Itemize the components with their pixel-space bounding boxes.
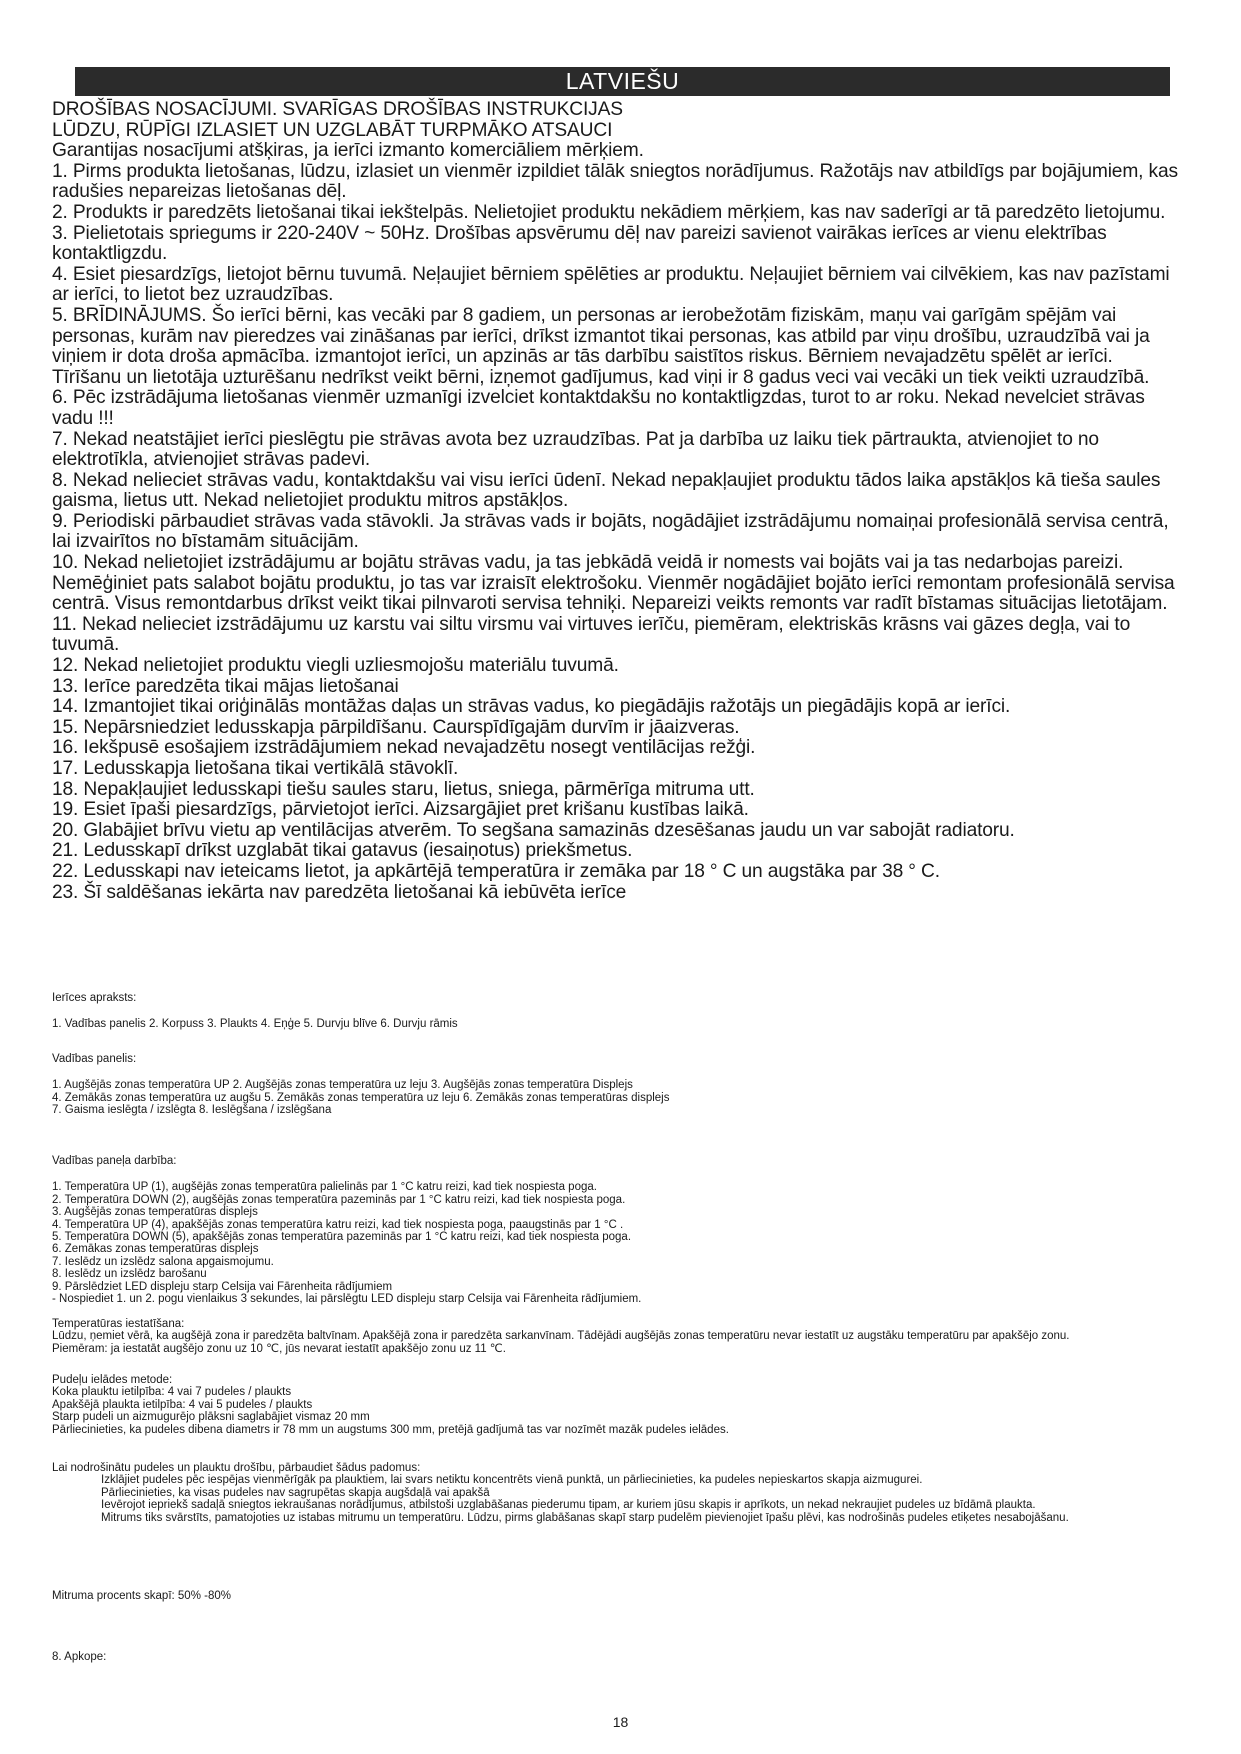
control-panel-title: Vadības panelis: xyxy=(52,1053,137,1065)
safety-item: 9. Periodiski pārbaudiet strāvas vada stāvokli. Ja strāvas vads ir bojāts, nogādājiet izstrādājumu nomaiņai profesionālā servisa centrā, lai izvairītos no bīstamām situācijām. xyxy=(52,510,1169,553)
language-header: LATVIEŠU xyxy=(75,67,1170,96)
temperature-setting-section xyxy=(52,1318,1202,1355)
safety-item: 3. Pielietotais spriegums ir 220-240V ~ 50Hz. Drošības apsvērumu dēļ nav pareizi savienot vairākas ierīces ar vienu elektrības kontaktligzdu. xyxy=(52,222,1107,265)
bottle-loading-section xyxy=(52,1374,1202,1436)
safety-item: 21. Ledusskapī drīkst uzglabāt tikai gatavus (iesaiņotus) priekšmetus. xyxy=(52,840,633,862)
operation-line: 2. Temperatūra DOWN (2), augšējās zonas temperatūra pazeminās par 1 °C katru reizi, kad tiek nospiesta poga. xyxy=(52,1193,626,1206)
safety-item: 2. Produkts ir paredzēts lietošanai tikai iekštelpās. Nelietojiet produktu nekādiem mērķiem, kas nav saderīgi ar tā paredzēto lietojumu. xyxy=(52,201,1166,223)
bottle-loading-title: Pudeļu ielādes metode: xyxy=(52,1374,173,1386)
page-number: 18 xyxy=(612,1714,629,1730)
bottle-loading-line: Starp pudeli un aizmugurējo plāksni saglabājiet vismaz 20 mm xyxy=(52,1411,370,1424)
shelf-safety-line: Mitrums tiks svārstīts, pamatojoties uz istabas mitrumu un temperatūru. Lūdzu, pirms glabāšanas skapī starp pudelēm pievienojiet īpašu plēvi, kas nodrošinās pudeles etiķetes nesabojāšanu. xyxy=(101,1511,1069,1524)
operation-line: 6. Zemākas zonas temperatūras displejs xyxy=(52,1243,259,1256)
description-title: Ierīces apraksts: xyxy=(52,992,137,1004)
safety-item: 22. Ledusskapi nav ieteicams lietot, ja apkārtējā temperatūra ir zemāka par 18 ° C un augstāka par 38 ° C. xyxy=(52,860,940,882)
operation-line: 4. Temperatūra UP (4), apakšējās zonas temperatūra katru reizi, kad tiek nospiesta poga, paaugstinās par 1 °C . xyxy=(52,1218,624,1231)
operation-line: - Nospiediet 1. un 2. pogu vienlaikus 3 sekundes, lai pārslēgtu LED displeju starp Celsija vai Fārenheita rādījumiem. xyxy=(52,1293,642,1306)
shelf-safety-intro: Lai nodrošinātu pudeles un plauktu drošību, pārbaudiet šādus padomus: xyxy=(52,1462,421,1474)
shelf-safety-line: Izklājiet pudeles pēc iespējas vienmērīgāk pa plauktiem, lai svars netiktu koncentrēts vienā punktā, un pārliecinieties, ka pudeles nepieskartos skapja aizmugurei. xyxy=(101,1474,923,1487)
safety-item: 13. Ierīce paredzēta tikai mājas lietošanai xyxy=(52,675,399,697)
safety-item: 11. Nekad nelieciet izstrādājumu uz karstu vai siltu virsmu vai virtuves ierīču, piemēram, elektriskās krāsns vai gāzes degļa, vai to tuvumā. xyxy=(52,613,1131,656)
operation-line: 8. Ieslēdz un izslēdz barošanu xyxy=(52,1268,207,1281)
safety-item: 14. Izmantojiet tikai oriģinālās montāžas daļas un strāvas vadus, ko piegādājis ražotājs un piegādājis kopā ar ierīci. xyxy=(52,696,1011,718)
device-description xyxy=(52,992,1202,1031)
safety-item: 7. Nekad neatstājiet ierīci pieslēgtu pie strāvas avota bez uzraudzības. Pat ja darbība uz laiku tiek pārtraukta, atvienojiet to no elektrotīkla, atvienojiet strāvas padevi. xyxy=(52,428,1099,471)
control-panel-line: 4. Zemākās zonas temperatūra uz augšu 5. Zemākās zonas temperatūra uz leju 6. Zemākās zonas temperatūras displejs xyxy=(52,1091,670,1104)
safety-item: 1. Pirms produkta lietošanas, lūdzu, izlasiet un vienmēr izpildiet tālāk sniegtos norādījumus. Ražotājs nav atbildīgs par bojājumiem, kas radušies nepareizas lietošanas dēļ. xyxy=(52,160,1178,203)
operation-line: 9. Pārslēdziet LED displeju starp Celsija vai Fārenheita rādījumiem xyxy=(52,1280,393,1293)
operation-title: Vadības paneļa darbība: xyxy=(52,1155,177,1167)
operation-line: 1. Temperatūra UP (1), augšējās zonas temperatūra palielinās par 1 °C katru reizi, kad tiek nospiesta poga. xyxy=(52,1181,597,1194)
control-panel-section xyxy=(52,1053,1202,1117)
humidity-note: Mitruma procents skapī: 50% -80% xyxy=(52,1590,231,1602)
shelf-safety-line: Ievērojot iepriekš sadaļā sniegtos iekraušanas norādījumus, atbilstoši uzglabāšanas piederumu tipam, ar kuriem jūsu skapis ir aprīkots, un nekad nekraujiet pudeles uz bīdāmā plaukta. xyxy=(101,1499,1036,1512)
temperature-setting-line: Piemēram: ja iestatāt augšējo zonu uz 10 ℃, jūs nevarat iestatīt apakšējo zonu uz 11 ℃. xyxy=(52,1342,506,1355)
safety-item: 10. Nekad nelietojiet izstrādājumu ar bojātu strāvas vadu, ja tas jebkādā veidā ir nomests vai bojāts vai ja tas nedarbojas pareizi. Nemēģiniet pats salabot bojātu produktu, jo tas var izraisīt elektrošoku. Vienmēr nogādājiet bojāto ierīci remontam profesionālā servisa centrā. Visus remontdarbus drīkst veikt tikai pilnvaroti servisa tehniķi. Nepareizi veikts remonts var radīt bīstamas situācijas lietotājam. xyxy=(52,552,1175,615)
safety-item: 23. Šī saldēšanas iekārta nav paredzēta lietošanai kā iebūvēta ierīce xyxy=(52,881,627,903)
warranty-note: Garantijas nosacījumi atšķiras, ja ierīci izmanto komerciāliem mērķiem. xyxy=(52,140,644,162)
safety-heading: DROŠĪBAS NOSACĪJUMI. SVARĪGAS DROŠĪBAS INSTRUKCIJAS xyxy=(52,99,623,120)
description-parts: 1. Vadības panelis 2. Korpuss 3. Plaukts 4. Eņģe 5. Durvju blīve 6. Durvju rāmis xyxy=(52,1018,458,1031)
bottle-loading-line: Apakšējā plaukta ietilpība: 4 vai 5 pudeles / plaukts xyxy=(52,1398,313,1411)
safety-instructions xyxy=(52,100,1182,903)
safety-item: 8. Nekad nelieciet strāvas vadu, kontaktdakšu vai visu ierīci ūdenī. Nekad nepakļaujiet produktu tādos laika apstākļos kā tieša saules gaisma, lietus utt. Nekad nelietojiet produktu mitros apstākļos. xyxy=(52,469,1161,512)
operation-section xyxy=(52,1155,1202,1305)
safety-item: 16. Iekšpusē esošajiem izstrādājumiem nekad nevajadzētu nosegt ventilācijas režģi. xyxy=(52,737,756,759)
safety-item: 6. Pēc izstrādājuma lietošanas vienmēr uzmanīgi izvelciet kontaktdakšu no kontaktligzdas, turot to ar roku. Nekad nevelciet strāvas vadu !!! xyxy=(52,387,1145,429)
temperature-setting-line: Lūdzu, ņemiet vērā, ka augšējā zona ir paredzēta baltvīnam. Apakšējā zona ir paredzēta sarkanvīnam. Tādējādi augšējās zonas temperatūru nevar iestatīt uz augstāku temperatūru par apakšējo zonu. xyxy=(52,1330,1070,1343)
operation-line: 5. Temperatūra DOWN (5), apakšējās zonas temperatūra pazeminās par 1 °C katru reizi, kad tiek nospiesta poga. xyxy=(52,1231,632,1244)
maintenance-title: 8. Apkope: xyxy=(52,1651,107,1663)
operation-line: 3. Augšējās zonas temperatūras displejs xyxy=(52,1206,258,1219)
bottle-loading-line: Pārliecinieties, ka pudeles dibena diametrs ir 78 mm un augstums 300 mm, pretējā gadījumā tas var nozīmēt mazāk pudeles ielādes. xyxy=(52,1423,729,1436)
safety-item: 15. Nepārsniedziet ledusskapja pārpildīšanu. Caurspīdīgajām durvīm ir jāaizveras. xyxy=(52,716,740,738)
bottle-loading-line: Koka plauktu ietilpība: 4 vai 7 pudeles / plaukts xyxy=(52,1386,292,1399)
control-panel-line: 1. Augšējās zonas temperatūra UP 2. Augšējās zonas temperatūra uz leju 3. Augšējās zonas temperatūra Displejs xyxy=(52,1079,633,1092)
shelf-safety-section xyxy=(52,1462,1202,1524)
safety-subheading: LŪDZU, RŪPĪGI IZLASIET UN UZGLABĀT TURPMĀKO ATSAUCI xyxy=(52,119,613,141)
safety-item: 18. Nepakļaujiet ledusskapi tiešu saules staru, lietus, sniega, pārmērīga mitruma utt. xyxy=(52,778,755,800)
safety-item: 19. Esiet īpaši piesardzīgs, pārvietojot ierīci. Aizsargājiet pret krišanu kustības laikā. xyxy=(52,799,749,821)
safety-item: 17. Ledusskapja lietošana tikai vertikālā stāvoklī. xyxy=(52,758,459,779)
safety-item: 12. Nekad nelietojiet produktu viegli uzliesmojošu materiālu tuvumā. xyxy=(52,655,619,677)
control-panel-line: 7. Gaisma ieslēgta / izslēgta 8. Ieslēgšana / izslēgšana xyxy=(52,1104,332,1117)
safety-item: 5. BRĪDINĀJUMS. Šo ierīci bērni, kas vecāki par 8 gadiem, un personas ar ierobežotām fiziskām, maņu vai garīgām spējām vai personas, kurām nav pieredzes vai zināšanas par ierīci, drīkst izmantot tikai personas, kas atbild par viņu drošību, uzraudzībā vai ja viņiem ir dota droša apmācība. izmantojot ierīci, un apzinās ar tās darbību saistītos riskus. Bērniem nevajadzētu spēlēt ar ierīci. Tīrīšanu un lietotāja uzturēšanu nedrīkst veikt bērni, izņemot gadījumus, kad viņi ir 8 gadus veci vai vecāki un tiek veikti uzraudzībā. xyxy=(52,304,1150,388)
operation-line: 7. Ieslēdz un izslēdz salona apgaismojumu. xyxy=(52,1255,274,1268)
safety-item: 20. Glabājiet brīvu vietu ap ventilācijas atverēm. To segšana samazinās dzesēšanas jaudu un var sabojāt radiatoru. xyxy=(52,819,1015,841)
shelf-safety-line: Pārliecinieties, ka visas pudeles nav sagrupētas skapja augšdaļā vai apakšā xyxy=(101,1486,490,1499)
temperature-setting-title: Temperatūras iestatīšana: xyxy=(52,1318,185,1330)
safety-item: 4. Esiet piesardzīgs, lietojot bērnu tuvumā. Neļaujiet bērniem spēlēties ar produktu. Neļaujiet bērniem vai cilvēkiem, kas nav pazīstami ar ierīci, to lietot bez uzraudzības. xyxy=(52,263,1170,306)
